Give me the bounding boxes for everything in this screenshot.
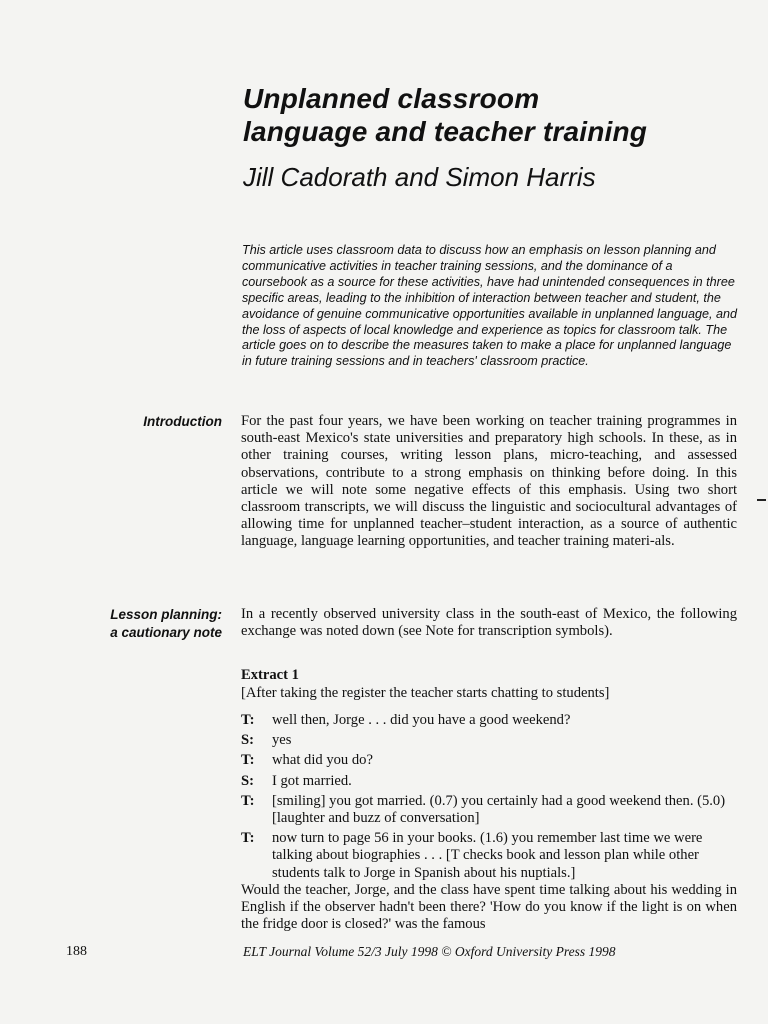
speaker-label: S:: [241, 772, 254, 789]
utterance: yes: [272, 732, 292, 749]
transcript-turn: [241, 732, 741, 749]
lesson-planning-heading-line-1: Lesson planning:: [110, 607, 222, 622]
introduction-paragraph: For the past four years, we have been working on teacher training programmes in south-east Mexico's state universities and preparatory high schools. In these, as in other training courses, writing lesson plans, micro-teaching, and assessed observations, contribute to a strong emphasis on thinking before doing. In this article we will note some negative effects of this emphasis. Using two short classroom transcripts, we will discuss the linguistic and sociocultural advantages of allowing time for unplanned teacher–student interaction, as a source of authentic language, language learning opportunities, and teacher training materi-als.: [241, 413, 737, 550]
utterance: well then, Jorge . . . did you have a good weekend?: [272, 712, 571, 728]
journal-footer: ELT Journal Volume 52/3 July 1998 © Oxford University Press 1998: [243, 944, 616, 959]
transcript-turn: [241, 773, 741, 790]
utterance: [smiling] you got married. (0.7) you certainly had a good weekend then. (5.0) [laughter and buzz of conversation]: [272, 792, 726, 827]
article-abstract: This article uses classroom data to discuss how an emphasis on lesson planning and communicative activities in teacher training sessions, and the dominance of a coursebook as a source for these activities, have had unintended consequences in three specific areas, leading to the inhibition of interaction between teacher and student, the avoidance of genuine communicative opportunities available in unplanned language, and the loss of aspects of local knowledge and experience as topics for classroom talk. The article goes on to describe the measures taken to make a place for unplanned language in future training sessions and in teachers' classroom practice.: [242, 243, 738, 369]
speaker-label: T:: [241, 752, 255, 769]
speaker-label: S:: [241, 732, 254, 749]
margin-mark: [757, 499, 766, 501]
article-authors: Jill Cadorath and Simon Harris: [243, 162, 596, 192]
speaker-label: T:: [241, 712, 255, 728]
section-heading-lesson-planning: [110, 606, 222, 642]
utterance: what did you do?: [272, 752, 373, 769]
transcript-turn: [241, 712, 741, 729]
utterance: I got married.: [272, 772, 352, 789]
speaker-label: T:: [241, 792, 255, 809]
transcript-turn: [241, 793, 741, 827]
section-heading-introduction: Introduction: [143, 414, 222, 429]
extract-title: Extract 1: [241, 667, 299, 683]
lesson-planning-paragraph: In a recently observed university class in the south-east of Mexico, the following exchange was noted down (see Note for transcription symbols).: [241, 606, 737, 640]
speaker-label: T:: [241, 830, 255, 847]
lesson-planning-heading-line-2: a cautionary note: [110, 625, 222, 640]
transcript: [241, 712, 741, 885]
transcript-turn: [241, 752, 741, 769]
title-line-2: language and teacher training: [243, 116, 648, 147]
closing-paragraph: Would the teacher, Jorge, and the class have spent time talking about his wedding in English if the observer hadn't been there? 'How do you know if the light is on when the fridge door is closed?' was the famous: [241, 882, 737, 933]
extract-note: [After taking the register the teacher starts chatting to students]: [241, 685, 610, 701]
title-line-1: Unplanned classroom: [243, 83, 540, 114]
utterance: now turn to page 56 in your books. (1.6) you remember last time we were talking about biographies . . . [T checks book and lesson plan while other students talk to Jorge in Spanish about his nuptials.]: [272, 830, 703, 881]
transcript-turn: [241, 830, 741, 882]
article-title: [243, 82, 763, 148]
page-number: 188: [66, 944, 87, 959]
